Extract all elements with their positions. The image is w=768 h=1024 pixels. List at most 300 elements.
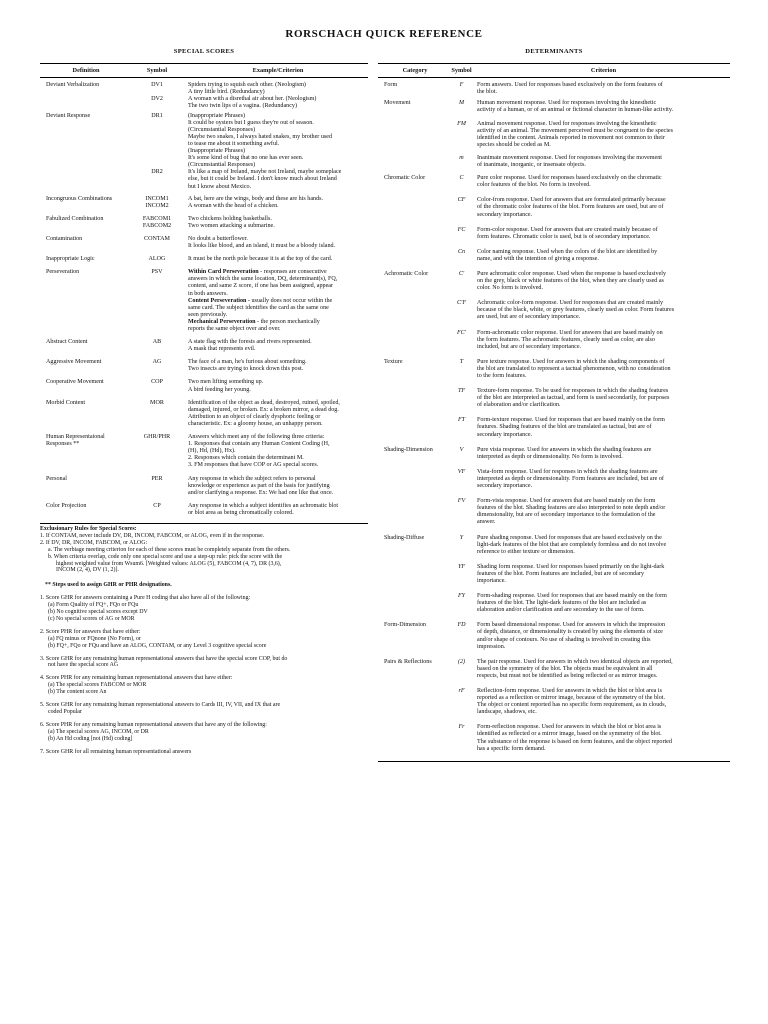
criterion-text: Vista-form response. Used for responses in which the shading features are — [477, 468, 658, 475]
criterion-text: The substance of the response is based on form features, and the object reported — [477, 738, 672, 745]
criterion-text: interpreted as depth or dimensionality. Form features are included, but are of — [477, 475, 664, 482]
criterion-text: Pure texture response. Used for answers in which the shading components of — [477, 358, 665, 365]
definition-text: Aggressive Movement — [46, 359, 102, 366]
step-line: (b) An Hd coding [not (Hd) coding] — [48, 735, 133, 742]
determinant-symbol: Fr — [458, 724, 465, 731]
criterion-text: identified in the content. Animals reported in movement not common to their — [477, 134, 665, 141]
determinant-symbol: T — [459, 358, 464, 365]
symbol-text: AG — [152, 359, 162, 366]
determinant-symbol: FY — [457, 593, 466, 600]
determinant-symbol: TF — [457, 388, 466, 395]
step-line: (a) Form Quality of FQ+, FQo or FQu — [48, 602, 139, 609]
definition-text: Color Projection — [46, 502, 87, 509]
determinant-category — [378, 388, 446, 409]
definition-text: Responses ** — [46, 441, 80, 448]
score-example — [188, 269, 368, 333]
example-text: Content Perseveration - usually does not occur within the — [188, 297, 333, 304]
example-text: Any response in which a subject identifies an achromatic blot — [188, 502, 339, 509]
determinant-row — [378, 155, 730, 169]
determinant-symbol: C'F — [456, 300, 467, 307]
criterion-text: Achromatic color-form response. Used for responses that are created mainly — [477, 300, 664, 307]
criterion-text: Color naming response. Used when the colors of the blot are identified by — [477, 248, 658, 255]
score-definition — [40, 503, 126, 517]
determinant-symbol: Cn — [457, 248, 466, 255]
score-example — [188, 236, 368, 250]
determinant-symbol: FM — [457, 120, 466, 127]
example-text: Two women attacking a submarine. — [188, 222, 275, 229]
example-text: or blot area as being chromatically colored. — [188, 509, 294, 516]
score-symbol — [126, 256, 188, 263]
special-score-row — [40, 400, 368, 428]
criterion-text: light-dark features of the blot that are completely formless and do not involve — [477, 541, 667, 548]
determinant-category — [378, 155, 446, 169]
definition-text: Cooperative Movement — [46, 379, 104, 386]
determinant-row — [378, 417, 730, 438]
example-text: It looks like blood, and an island, it must be a bloody island. — [188, 243, 336, 250]
step-item — [40, 656, 368, 670]
determinant-row — [378, 227, 730, 241]
section-divider — [378, 761, 730, 762]
definition-text: Contamination — [46, 235, 83, 242]
determinant-symbol: FT — [457, 417, 466, 424]
special-scores-section — [40, 48, 368, 756]
special-scores-title: SPECIAL SCORES — [173, 48, 235, 55]
example-text: same card. The subject identifies the card as the same one — [188, 304, 329, 311]
determinant-symbol: C' — [458, 270, 465, 277]
symbol-text: DV1 — [151, 82, 163, 89]
criterion-text: and/or shape of contours. No use of shading is involved in creating this — [477, 636, 651, 643]
determinants-title: DETERMINANTS — [525, 48, 583, 55]
determinant-symbol: CF — [457, 197, 466, 204]
example-text: Within Card Perseveration - responses are consecutive — [188, 269, 327, 276]
definition-text: Abstract Content — [46, 339, 88, 346]
definition-text: Deviant Response — [46, 112, 91, 119]
determinant-criterion — [477, 100, 730, 114]
determinant-category — [378, 564, 446, 585]
determinant-symbol: Y — [459, 534, 464, 541]
determinant-category: Movement — [384, 100, 411, 107]
special-scores-header — [40, 63, 368, 78]
symbol-text — [126, 141, 188, 148]
definition-text: Deviant Verbalization — [46, 82, 100, 89]
score-example — [188, 339, 368, 353]
criterion-text: has a specific form demand. — [477, 745, 546, 752]
score-definition — [40, 379, 126, 393]
criterion-text: the blot. — [477, 89, 497, 96]
special-score-row — [40, 256, 368, 263]
determinant-symbol: FC — [457, 226, 466, 233]
score-example — [188, 434, 368, 469]
score-symbol — [126, 269, 188, 333]
step-line: 5. Score GHR for any remaining human representational answers to Cards III, IV, VII, and IX that are — [40, 702, 281, 709]
determinant-criterion — [477, 300, 730, 321]
score-definition — [40, 256, 126, 263]
criterion-text: secondary importance. — [477, 431, 533, 438]
symbol-text: DV2 — [151, 96, 163, 103]
determinant-row — [378, 300, 730, 321]
criterion-text: reference to either texture or dimension. — [477, 548, 575, 555]
header-definition: Definition — [72, 67, 100, 75]
example-text: (Inappropriate Phrases) — [188, 148, 246, 155]
criterion-text: respects, but must not be identified as being reflected or as mirror images. — [477, 672, 658, 679]
step-line: 1. Score GHR for answers containing a Pure H coding that also have all of the following: — [40, 595, 251, 602]
score-symbol — [126, 476, 188, 497]
criterion-text: impression. — [477, 643, 506, 650]
perseveration-type: Within Card Perseveration — [188, 269, 259, 276]
determinant-row — [378, 564, 730, 585]
determinant-criterion — [477, 688, 730, 716]
example-text: Answers which meet any of the following three criteria: — [188, 434, 325, 441]
example-text: Maybe two snakes, I always hated snakes, my brother used — [188, 133, 333, 140]
determinant-symbol: (2) — [457, 658, 466, 665]
example-text: A mask that represents evil. — [188, 346, 256, 353]
determinant-row — [378, 271, 730, 292]
example-text: reports the same object over and over. — [188, 326, 281, 332]
example-text: Two chickens holding basketballs. — [188, 215, 272, 222]
determinant-criterion — [477, 359, 730, 380]
example-text: in both answers. — [188, 290, 228, 297]
criterion-text: included, but are of secondary importance. — [477, 343, 582, 350]
score-symbol — [126, 359, 188, 373]
special-scores-rows — [40, 78, 368, 517]
determinant-category — [378, 227, 446, 241]
example-text: A woman with a disrethal air about her. (Neologism) — [188, 96, 317, 103]
criterion-text: interpreted as depth or dimensionality. No form is involved. — [477, 453, 623, 460]
score-definition — [40, 196, 126, 210]
criterion-text: color. No form is involved. — [477, 285, 544, 292]
score-example — [188, 113, 368, 191]
criterion-text: of the blot are interpreted as tactual, and form is used secondarily, for purposes — [477, 395, 670, 402]
criterion-text: Reflection-form response. Used for answers in which the blot or blot area is — [477, 688, 662, 694]
determinant-category: Form-Dimension — [384, 622, 426, 629]
example-text: (H), Hd, (Hd), Hx). — [188, 448, 236, 455]
exclusionary-lines — [40, 533, 368, 574]
special-score-row — [40, 216, 368, 230]
symbol-text: INCOM1 — [145, 195, 169, 202]
determinant-category: Chromatic Color — [384, 175, 426, 182]
determinant-symbol: m — [459, 154, 464, 161]
symbol-text — [126, 134, 188, 141]
criterion-text: name, and with the intention of giving a response. — [477, 255, 599, 262]
criterion-text: features of the blot. Form features are included, but are of secondary — [477, 570, 645, 577]
determinant-criterion — [477, 724, 730, 752]
criterion-text: Form-achromatic color response. Used for answers that are based mainly on — [477, 329, 663, 336]
criterion-text: elaboration and/or clarification and are secondary to the use of form. — [477, 607, 645, 614]
example-text: content, and same Z score, if one has been assigned, appear — [188, 283, 334, 290]
step-item — [40, 595, 368, 623]
exclusionary-line: highest weighted value from Wsum6. [Weighted values: ALOG (5), FABCOM (4, 7), DR (3,6), — [56, 560, 282, 567]
determinant-row — [378, 498, 730, 526]
score-definition — [40, 476, 126, 497]
exclusionary-line: a. The verbiage meeting criterion for each of these scores must be completely separate from the others. — [48, 546, 291, 553]
example-text: A bat, here are the wings, body and these are his hands. — [188, 195, 324, 202]
example-text: It must be the north pole because it is at the top of the card. — [188, 256, 333, 263]
exclusionary-line: b. When criteria overlap, code only one special score and use a step-up rule: pick the score with the — [48, 553, 283, 560]
criterion-text: The object or content reported has no specific form requirement, as in clouds, — [477, 702, 667, 709]
exclusionary-title: Exclusionary Rules for Special Scores: — [40, 525, 137, 532]
step-line: (c) No special scores of AG or MOR — [48, 615, 135, 622]
determinant-category: Achromatic Color — [384, 270, 429, 277]
symbol-text — [126, 162, 188, 169]
symbol-text: GHR/PHR — [143, 434, 171, 441]
symbol-text: FABCOM1 — [142, 215, 172, 222]
score-symbol — [126, 379, 188, 393]
example-text: It's some kind of bug that no one has ever seen. — [188, 155, 304, 162]
example-text: knowledge or experience as part of the basis for justifying — [188, 482, 330, 489]
score-definition — [40, 339, 126, 353]
determinant-category — [378, 724, 446, 752]
criterion-text: form features. Chromatic color is used, but is of secondary importance. — [477, 233, 651, 240]
example-text: A woman with the head of a chicken. — [188, 202, 279, 209]
symbol-text — [126, 89, 188, 96]
criterion-text: to the form features. — [477, 373, 527, 379]
definition-text: Human Representaional — [46, 434, 105, 441]
symbol-text — [126, 127, 188, 134]
determinant-criterion — [477, 82, 730, 96]
criterion-text: Form-vista response. Used for answers that are based mainly on the form — [477, 498, 656, 505]
example-text: A tiny little bird. (Redundancy) — [188, 89, 265, 96]
determinant-criterion — [477, 659, 730, 680]
special-score-row — [40, 503, 368, 517]
criterion-text: Form-texture response. Used for responses that are based mainly on the form — [477, 417, 665, 424]
criterion-text: the form features. The achromatic features, clearly used as color, are also — [477, 336, 655, 343]
determinant-row — [378, 388, 730, 409]
special-score-row — [40, 236, 368, 250]
symbol-text: FABCOM2 — [142, 222, 172, 229]
special-score-row — [40, 359, 368, 373]
symbol-text — [126, 155, 188, 162]
example-text: Attribution to an object of clearly dysphoric feeling or — [188, 413, 321, 420]
determinant-category — [378, 593, 446, 614]
determinant-symbol: YF — [457, 563, 466, 570]
score-symbol — [126, 400, 188, 428]
determinant-category — [378, 469, 446, 490]
determinant-criterion — [477, 388, 730, 409]
example-text: characteristic. Ex: a gloomy house, an unhappy person. — [188, 420, 323, 427]
determinant-criterion — [477, 197, 730, 218]
example-text: 1. Responses that contain any Human Content Coding (H, — [188, 441, 330, 448]
symbol-text: DR1 — [151, 112, 163, 119]
determinant-criterion — [477, 121, 730, 149]
criterion-text: based on the symmetry of the blot. The objects must be equivalent in all — [477, 665, 653, 672]
score-definition — [40, 216, 126, 230]
determinant-criterion — [477, 155, 730, 169]
exclusionary-rules — [40, 526, 368, 756]
determinant-row — [378, 330, 730, 351]
determinant-row — [378, 100, 730, 114]
criterion-text: features of the blot. Shading features are also interpreted to note depth and/or — [477, 505, 666, 512]
criterion-text: secondary importance. — [477, 483, 533, 490]
score-symbol — [126, 339, 188, 353]
determinant-symbol: rF — [458, 688, 465, 694]
definition-text: Personal — [46, 475, 67, 482]
page-title: RORSCHACH QUICK REFERENCE — [285, 28, 483, 40]
determinant-criterion — [477, 447, 730, 461]
step-line: 3. Score GHR for any remaining human representational answers that have the special score COP, but do — [40, 655, 288, 662]
step-line: 7. Score GHR for all remaining human representational answers — [40, 748, 192, 755]
special-score-row — [40, 113, 368, 191]
definition-text: Fabulized Combination — [46, 215, 104, 222]
score-example — [188, 400, 368, 428]
example-text: It's like a map of Ireland, maybe not Ireland, maybe someplace — [188, 169, 342, 176]
symbol-text: AB — [152, 339, 162, 346]
header-symbol: Symbol — [451, 67, 472, 75]
determinant-criterion — [477, 498, 730, 526]
score-example — [188, 82, 368, 110]
definition-text: Morbid Content — [46, 399, 86, 406]
example-text: Two insects are trying to knock down this post. — [188, 366, 304, 373]
score-definition — [40, 359, 126, 373]
determinant-row — [378, 724, 730, 752]
example-text: but I know about Mexico. — [188, 183, 252, 190]
determinant-row — [378, 359, 730, 380]
symbol-text — [126, 148, 188, 155]
criterion-text: Inanimate movement response. Used for responses involving the movement — [477, 154, 662, 161]
score-definition — [40, 434, 126, 469]
criterion-text: Pure vista response. Used for answers in which the shading features are — [477, 446, 652, 453]
criterion-text: Form based dimensional response. Used for answers in which the impression — [477, 622, 666, 629]
step-line: (a) The special scores FABCOM or MOR — [48, 682, 147, 689]
special-score-row — [40, 339, 368, 353]
score-example — [188, 359, 368, 373]
definition-text: Inappropriate Logic — [46, 256, 95, 263]
example-text: (Circumstantial Responses) — [188, 162, 256, 169]
criterion-text: color features of the blot. No form is involved. — [477, 182, 591, 189]
determinant-category: Form — [384, 82, 398, 89]
definition-text: Incongruous Combinations — [46, 195, 113, 202]
special-score-row — [40, 269, 368, 333]
step-line: (a) The special scores AG, INCOM, or DR — [48, 728, 149, 735]
determinant-row — [378, 447, 730, 461]
example-text: No doubt a butterflower. — [188, 235, 248, 242]
example-text: Identification of the object as dead, destroyed, ruined, spoiled, — [188, 399, 340, 406]
score-symbol — [126, 216, 188, 230]
determinant-category — [378, 121, 446, 149]
special-score-row — [40, 196, 368, 210]
determinant-symbol: V — [459, 446, 464, 453]
header-symbol: Symbol — [146, 67, 168, 75]
criterion-text: answer. — [477, 519, 496, 526]
special-score-row — [40, 434, 368, 469]
example-text: Two men lifting something up. — [188, 379, 264, 386]
criterion-text: species should be coded as M. — [477, 141, 551, 148]
example-text: seen previously. — [188, 311, 228, 318]
criterion-text: on the grey, black or white features of the blot, when they are clearly used as — [477, 278, 664, 285]
criterion-text: Pure shading response. Used for responses that are based exclusively on the — [477, 534, 662, 541]
criterion-text: Pure color response. Used for responses based exclusively on the chromatic — [477, 175, 662, 182]
determinant-symbol: M — [458, 100, 465, 107]
example-text: answers in which the same location, DQ, determinant(s), FQ, — [188, 276, 338, 283]
step-item — [40, 722, 368, 743]
steps-list — [40, 595, 368, 755]
criterion-text: features. Shading features of the blot are translated as tactual, but are of — [477, 424, 652, 431]
step-line: (a) FQ minus or FQnone (No Form), or — [48, 635, 141, 642]
determinant-criterion — [477, 417, 730, 438]
criterion-text: Color-from response. Used for answers that are formulated primarily because — [477, 197, 666, 204]
score-example — [188, 196, 368, 210]
symbol-text — [126, 120, 188, 127]
score-definition — [40, 82, 126, 110]
determinant-criterion — [477, 535, 730, 556]
score-example — [188, 503, 368, 517]
determinants-rows — [378, 78, 730, 753]
determinant-row — [378, 197, 730, 218]
exclusionary-line: 2. If DV, DR, INCOM, FABCOM, or ALOG: — [40, 539, 148, 546]
special-score-row — [40, 82, 368, 110]
criterion-text: landscape, shadows, etc. — [477, 709, 537, 716]
criterion-text: dimensionality, but are of secondary importance to the formulation of the — [477, 512, 656, 519]
example-text: A bird feeding her young. — [188, 386, 251, 393]
determinant-symbol: FV — [457, 498, 466, 505]
step-line: (b) FQ+, FQo or FQu and have an ALOG, CONTAM, or any Level 3 cognitive special score — [48, 642, 267, 649]
criterion-text: reported as a reflection or mirror image, because of the symmetry of the blot. — [477, 695, 665, 702]
perseveration-type: Mechanical Perseveration — [188, 318, 256, 325]
determinant-row — [378, 659, 730, 680]
example-text: 3. FM responses that have COP or AG special scores. — [188, 462, 319, 469]
example-text: It could be oysters but I guess they're out of season. — [188, 119, 314, 126]
determinant-row — [378, 688, 730, 716]
symbol-text: PSV — [151, 269, 163, 276]
determinant-criterion — [477, 249, 730, 263]
criterion-text: the blot are translated to represent a tactual phenomenon, with no consideration — [477, 365, 671, 372]
score-symbol — [126, 434, 188, 469]
determinant-symbol: C — [459, 175, 464, 182]
determinant-category — [378, 197, 446, 218]
score-symbol — [126, 503, 188, 517]
exclusionary-line: INCOM (2, 4), DV (1, 2)]. — [56, 567, 119, 574]
symbol-text: ALOG — [148, 256, 166, 263]
example-text: (Inappropriate Phrases) — [188, 112, 246, 119]
header-example: Example/Criterion — [252, 67, 304, 75]
determinant-criterion — [477, 564, 730, 585]
section-divider — [40, 523, 368, 524]
determinants-header — [378, 63, 730, 78]
determinant-symbol: FD — [457, 622, 466, 629]
special-score-row — [40, 379, 368, 393]
determinant-category — [378, 498, 446, 526]
symbol-text: DR2 — [151, 169, 163, 176]
score-example — [188, 216, 368, 230]
exclusionary-line: 1. If CONTAM, never include DV, DR, INCOM, FABCOM, or ALOG, even if in the response. — [40, 532, 265, 539]
step-item — [40, 749, 368, 756]
example-text: Mechanical Perseveration - the person mechanically — [188, 318, 320, 325]
determinant-category: Pairs & Reflections — [384, 658, 432, 665]
determinant-symbol: FC' — [456, 329, 467, 336]
symbol-text: COP — [151, 379, 163, 386]
determinant-row — [378, 593, 730, 614]
example-text: else, but it could be Ireland. I don't know much about Ireland — [188, 176, 337, 183]
determinant-category — [378, 249, 446, 263]
criterion-text: because of the black, white, or grey features, clearly used as color. Form features — [477, 307, 675, 314]
criterion-text: Animal movement response. Used for responses involving the kinesthetic — [477, 120, 657, 127]
criterion-text: Pure achromatic color response. Used when the response is based exclusively — [477, 270, 667, 277]
criterion-text: of elaboration and/or clarification. — [477, 402, 561, 409]
symbol-text: PER — [151, 475, 163, 482]
determinant-row — [378, 535, 730, 556]
example-text: The two twin lips of a vagina. (Redundancy) — [188, 103, 297, 110]
determinant-symbol: VF — [457, 468, 466, 475]
determinant-category — [378, 330, 446, 351]
symbol-text: MOR — [150, 399, 164, 406]
criterion-text: secondary importance. — [477, 211, 533, 218]
criterion-text: The pair response. Used for answers in which two identical objects are reported, — [477, 658, 673, 665]
example-text: Any response in which the subject refers to personal — [188, 475, 316, 482]
determinant-criterion — [477, 175, 730, 189]
criterion-text: importance. — [477, 577, 506, 584]
score-symbol — [126, 236, 188, 250]
criterion-text: Form-color response. Used for answers that are created mainly because of — [477, 226, 658, 233]
criterion-text: Form-reflection response. Used for answers in which the blot or blot area is — [477, 724, 662, 731]
